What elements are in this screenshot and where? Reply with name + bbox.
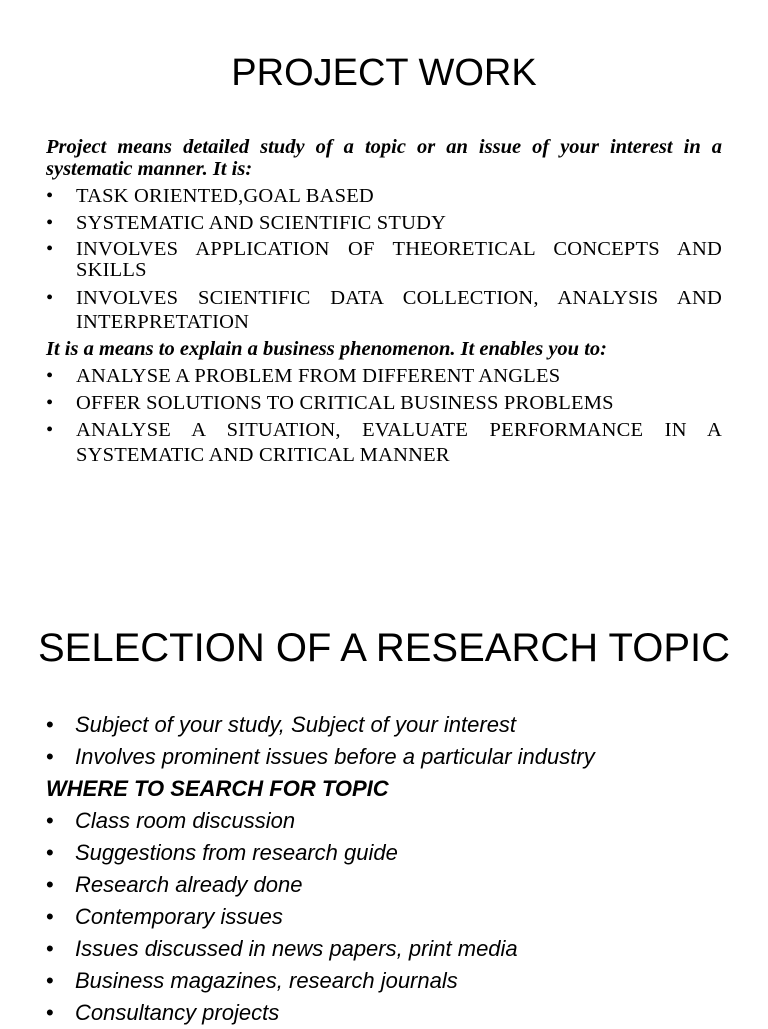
bullet-icon: • <box>46 968 54 993</box>
bullet-icon: • <box>46 808 54 833</box>
topic-sources-list <box>46 805 736 1029</box>
bullet-icon: • <box>46 1000 54 1025</box>
slide-research-topic <box>0 600 768 1024</box>
bullet-icon: • <box>46 936 54 961</box>
business-phenomenon-text: It is a means to explain a business phenomenon. It enables you to: <box>46 338 607 360</box>
research-topic-block <box>46 709 736 1029</box>
bullet-icon: • <box>46 904 54 929</box>
where-to-search-heading: WHERE TO SEARCH FOR TOPIC <box>46 776 389 801</box>
bullet-icon: • <box>46 238 54 260</box>
bullet-icon: • <box>46 392 54 414</box>
list-item: • ANALYSE A SITUATION, EVALUATE PERFORMANCE IN A SYSTEMATIC AND CRITICAL MANNER <box>46 419 722 466</box>
list-item: • Contemporary issues <box>46 901 736 933</box>
list-item: • Business magazines, research journals <box>46 965 736 997</box>
project-characteristics-list <box>46 185 722 334</box>
list-item: • TASK ORIENTED,GOAL BASED <box>46 185 374 207</box>
list-item: • ANALYSE A PROBLEM FROM DIFFERENT ANGLES <box>46 365 561 387</box>
list-item: • Suggestions from research guide <box>46 837 736 869</box>
list-item: • Issues discussed in news papers, print media <box>46 933 736 965</box>
list-item: • INVOLVES APPLICATION OF THEORETICAL CONCEPTS AND SKILLS <box>46 238 722 281</box>
project-definition-text: Project means detailed study of a topic or an issue of your interest in a systematic manner. It is: <box>46 136 722 180</box>
page-title: PROJECT WORK <box>231 52 537 94</box>
list-item: • SYSTEMATIC AND SCIENTIFIC STUDY <box>46 212 447 234</box>
list-item: • INVOLVES SCIENTIFIC DATA COLLECTION, ANALYSIS AND INTERPRETATION <box>46 287 722 333</box>
list-item: • Consultancy projects <box>46 997 736 1029</box>
bullet-icon: • <box>46 712 54 737</box>
section-title: SELECTION OF A RESEARCH TOPIC <box>37 626 731 670</box>
bullet-icon: • <box>46 365 54 387</box>
bullet-icon: • <box>46 840 54 865</box>
bullet-icon: • <box>46 872 54 897</box>
list-item: • OFFER SOLUTIONS TO CRITICAL BUSINESS PROBLEMS <box>46 392 614 414</box>
project-definition-block <box>46 136 722 472</box>
bullet-icon: • <box>46 212 54 234</box>
bullet-icon: • <box>46 419 54 441</box>
list-item: • Class room discussion <box>46 805 736 837</box>
bullet-icon: • <box>46 744 54 769</box>
list-item: • Subject of your study, Subject of your interest <box>46 709 736 741</box>
list-item: • Involves prominent issues before a particular industry <box>46 741 736 773</box>
bullet-icon: • <box>46 185 54 207</box>
bullet-icon: • <box>46 287 54 309</box>
enables-list <box>46 365 722 468</box>
topic-description-list <box>46 709 736 773</box>
list-item: • Research already done <box>46 869 736 901</box>
